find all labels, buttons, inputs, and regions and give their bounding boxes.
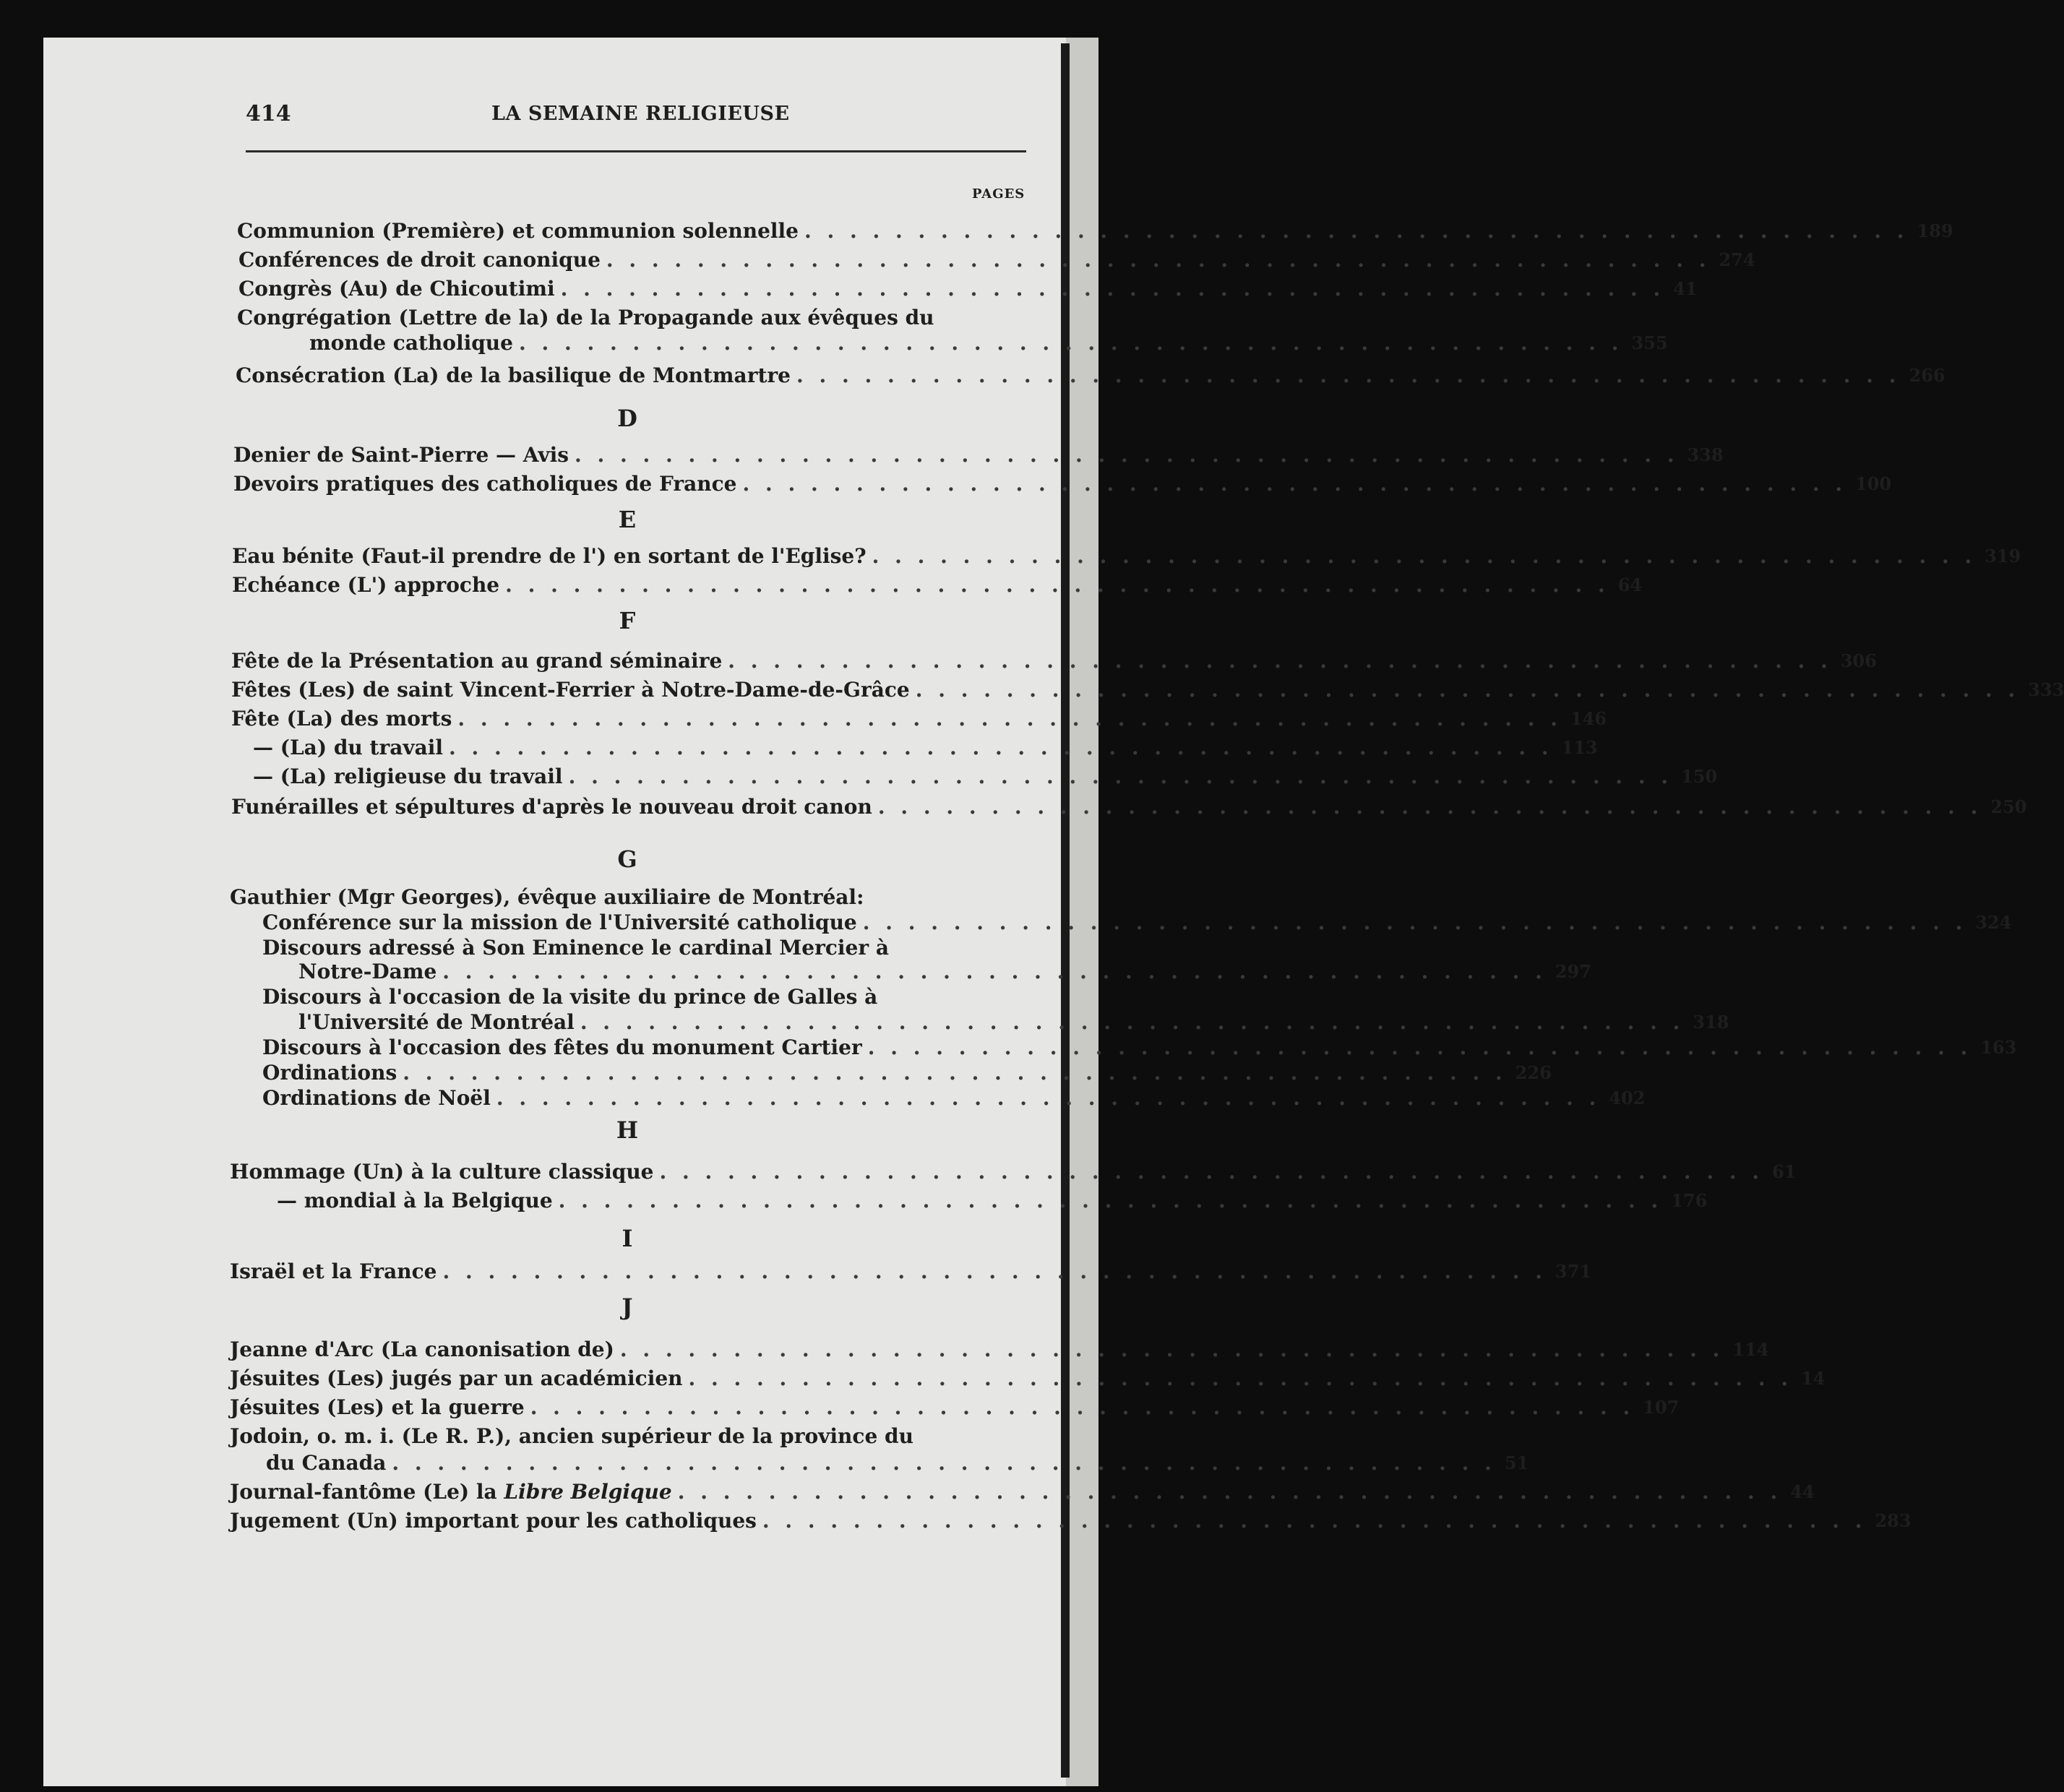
entry-page-number: 338 — [1687, 444, 1724, 465]
entry-page-number: 283 — [1875, 1510, 1912, 1531]
section-letter-i: I — [622, 1225, 633, 1252]
index-entry — [298, 957, 1591, 986]
entry-title — [277, 1186, 553, 1215]
dot-leader: . . . . . . . . . . . . . . . . . . . . . . . . . . . . . . . . . . . . . . . . . . . . . . . . . — [877, 795, 1982, 819]
entry-text: Jésuites (Les) et la guerre — [230, 1395, 525, 1419]
entry-text: — mondial à la Belgique — [277, 1189, 553, 1212]
entry-title — [237, 217, 799, 246]
dot-leader: . . . . . . . . . . . . . . . . . . . . . . . . . . . . . . . . . . . . . . . . . . . . . . . . . — [742, 472, 1847, 496]
entry-page-number: 319 — [1985, 546, 2021, 567]
entry-title — [298, 957, 437, 986]
entry-title — [230, 1393, 525, 1422]
entry-text: monde catholique — [309, 331, 513, 355]
entry-page-number: 146 — [1570, 708, 1607, 729]
entry-page-number: 44 — [1790, 1481, 1815, 1502]
entry-title — [266, 1449, 386, 1478]
entry-page-number: 41 — [1673, 278, 1698, 299]
entry-page-number: 318 — [1693, 1012, 1729, 1033]
entry-text: Eau bénite (Faut-il prendre de l') en sortant de l'Eglise? — [232, 544, 867, 568]
entry-title — [262, 1084, 491, 1113]
dot-leader: . . . . . . . . . . . . . . . . . . . . . . . . . . . . . . . . . . . . . . . . . . . . . . . . . — [560, 277, 1665, 301]
index-entry — [230, 1364, 1826, 1393]
entry-text: Echéance (L') approche — [232, 573, 500, 597]
index-entry — [232, 542, 2021, 571]
entry-page-number: 324 — [1975, 912, 2012, 933]
entry-page-number: 100 — [1855, 473, 1892, 494]
entry-title — [230, 1335, 614, 1364]
dot-leader: . . . . . . . . . . . . . . . . . . . . . . . . . . . . . . . . . . . . . . . . . . . . . . . . . — [659, 1160, 1764, 1184]
index-entry — [230, 1257, 1592, 1286]
entry-title — [230, 1422, 981, 1451]
index-entry — [238, 246, 1755, 275]
entry-text: Denier de Saint-Pierre — Avis — [233, 443, 569, 467]
entry-title — [230, 1257, 437, 1286]
index-entry — [277, 1186, 1708, 1215]
section-letter-f: F — [619, 607, 636, 634]
index-entry — [253, 733, 1598, 762]
entry-page-number: 306 — [1840, 650, 1877, 671]
index-entry — [262, 908, 2012, 937]
entry-page-number: 333 — [2028, 679, 2064, 700]
entry-text: l'Université de Montréal — [298, 1010, 575, 1034]
entry-page-number: 297 — [1555, 961, 1591, 982]
entry-title — [230, 1158, 654, 1186]
entry-text: Discours à l'occasion des fêtes du monument Cartier — [262, 1035, 862, 1059]
index-entry — [230, 1158, 1797, 1186]
entry-text: Notre-Dame — [298, 960, 437, 983]
index-entry — [262, 983, 1025, 1012]
index-entry — [238, 275, 1698, 303]
entry-text: Jésuites (Les) jugés par un académicien — [230, 1366, 683, 1390]
entry-text: Discours adressé à Son Eminence le cardinal Mercier à — [262, 936, 889, 960]
entry-text: Gauthier (Mgr Georges), évêque auxiliaire de Montréal: — [230, 885, 864, 909]
entry-text: Funérailles et sépultures d'après le nouveau droit canon — [231, 795, 872, 819]
entry-text: Ordinations de Noël — [262, 1086, 491, 1110]
index-entry — [230, 1422, 1025, 1451]
entry-text: Hommage (Un) à la culture classique — [230, 1160, 654, 1184]
entry-title — [262, 1059, 397, 1087]
entry-page-number: 14 — [1801, 1368, 1826, 1389]
index-entry — [231, 647, 1877, 676]
entry-title — [232, 571, 499, 600]
entry-page-number: 250 — [1990, 796, 2027, 817]
entry-title — [230, 1507, 757, 1535]
entry-text: Fêtes (Les) de saint Vincent-Ferrier à Notre-Dame-de-Grâce — [231, 678, 910, 702]
entry-page-number: 51 — [1504, 1452, 1529, 1473]
section-letter-h: H — [616, 1116, 639, 1144]
entry-page-number: 226 — [1515, 1062, 1552, 1083]
dot-leader: . . . . . . . . . . . . . . . . . . . . . . . . . . . . . . . . . . . . . . . . . . . . . . . . . — [558, 1189, 1663, 1212]
entry-page-number: 371 — [1555, 1261, 1592, 1282]
entry-text: Discours à l'occasion de la visite du prince de Galles à — [262, 985, 878, 1009]
entry-text: Israël et la France — [230, 1259, 437, 1283]
entry-page-number: 355 — [1631, 332, 1668, 353]
dot-leader: . . . . . . . . . . . . . . . . . . . . . . . . . . . . . . . . . . . . . . . . . . . . . . . . . — [606, 248, 1711, 272]
entry-text: Devoirs pratiques des catholiques de France — [233, 472, 737, 496]
entry-italic-text: Libre Belgique — [504, 1480, 672, 1504]
index-entry — [262, 1059, 1552, 1087]
dot-leader: . . . . . . . . . . . . . . . . . . . . . . . . . . . . . . . . . . . . . . . . . . . . . . . . . — [457, 707, 1562, 731]
entry-title — [231, 793, 872, 822]
index-entry — [237, 303, 1025, 332]
entry-text: — (La) religieuse du travail — [253, 764, 563, 788]
entry-text: Fête de la Présentation au grand séminaire — [231, 649, 723, 673]
dot-leader: . . . . . . . . . . . . . . . . . . . . . . . . . . . . . . . . . . . . . . . . . . . . . . . . . — [530, 1395, 1635, 1419]
dot-leader: . . . . . . . . . . . . . . . . . . . . . . . . . . . . . . . . . . . . . . . . . . . . . . . . . — [762, 1509, 1867, 1533]
dot-leader: . . . . . . . . . . . . . . . . . . . . . . . . . . . . . . . . . . . . . . . . . . . . . . . . . — [403, 1061, 1507, 1085]
entry-title — [298, 1008, 575, 1037]
entry-text: Jodoin, o. m. i. (Le R. P.), ancien supérieur de la province du — [230, 1424, 913, 1448]
section-letter-d: D — [617, 405, 637, 432]
entry-title — [233, 470, 737, 499]
dot-leader: . . . . . . . . . . . . . . . . . . . . . . . . . . . . . . . . . . . . . . . . . . . . . . . . . — [496, 1086, 1601, 1110]
entry-text: — (La) du travail — [253, 736, 444, 759]
entry-title — [262, 983, 981, 1012]
dot-leader: . . . . . . . . . . . . . . . . . . . . . . . . . . . . . . . . . . . . . . . . . . . . . . . . . — [804, 219, 1909, 243]
dot-leader: . . . . . . . . . . . . . . . . . . . . . . . . . . . . . . . . . . . . . . . . . . . . . . . . . — [915, 678, 2020, 702]
entry-page-number: 176 — [1671, 1190, 1708, 1211]
entry-title — [233, 441, 569, 470]
entry-page-number: 189 — [1917, 220, 1953, 241]
entry-title — [238, 275, 555, 303]
dot-leader: . . . . . . . . . . . . . . . . . . . . . . . . . . . . . . . . . . . . . . . . . . . . . . . . . — [688, 1366, 1793, 1390]
entry-title — [262, 908, 857, 937]
dot-leader: . . . . . . . . . . . . . . . . . . . . . . . . . . . . . . . . . . . . . . . . . . . . . . . . . — [867, 1035, 1972, 1059]
entry-title — [231, 676, 910, 705]
dot-leader: . . . . . . . . . . . . . . . . . . . . . . . . . . . . . . . . . . . . . . . . . . . . . . . . . — [728, 649, 1832, 673]
index-entry — [236, 361, 1945, 390]
index-entry — [231, 705, 1607, 733]
entry-title — [253, 762, 563, 791]
dot-leader: . . . . . . . . . . . . . . . . . . . . . . . . . . . . . . . . . . . . . . . . . . . . . . . . . — [449, 736, 1553, 759]
dot-leader: . . . . . . . . . . . . . . . . . . . . . . . . . . . . . . . . . . . . . . . . . . . . . . . . . — [872, 544, 1977, 568]
page-number: 414 — [246, 101, 291, 126]
entry-text: Conférences de droit canonique — [238, 248, 601, 272]
entry-title — [232, 542, 867, 571]
pages-column-label: PAGES — [972, 186, 1025, 202]
index-entry — [266, 1449, 1529, 1478]
index-entry — [309, 329, 1668, 358]
entry-page-number: 107 — [1643, 1397, 1680, 1418]
entry-page-number: 163 — [1980, 1037, 2017, 1058]
entry-text: Journal-fantôme (Le) la — [230, 1480, 504, 1504]
index-entry — [233, 470, 1892, 499]
entry-text: Jeanne d'Arc (La canonisation de) — [230, 1337, 614, 1361]
index-entry — [230, 883, 1025, 912]
entry-title — [230, 1364, 683, 1393]
entry-page-number: 61 — [1772, 1161, 1797, 1182]
entry-title — [236, 361, 791, 390]
entry-title — [237, 303, 981, 332]
entry-text: Congrès (Au) de Chicoutimi — [238, 277, 555, 301]
entry-title — [231, 705, 452, 733]
entry-title — [262, 1033, 862, 1062]
dot-leader: . . . . . . . . . . . . . . . . . . . . . . . . . . . . . . . . . . . . . . . . . . . . . . . . . — [677, 1480, 1782, 1504]
section-letter-g: G — [617, 845, 637, 873]
dot-leader: . . . . . . . . . . . . . . . . . . . . . . . . . . . . . . . . . . . . . . . . . . . . . . . . . — [862, 910, 1967, 934]
index-entry — [231, 793, 2027, 822]
running-title: LA SEMAINE RELIGIEUSE — [491, 103, 790, 125]
dot-leader: . . . . . . . . . . . . . . . . . . . . . . . . . . . . . . . . . . . . . . . . . . . . . . . . . — [619, 1337, 1724, 1361]
entry-title — [230, 883, 981, 912]
entry-title — [238, 246, 601, 275]
dot-leader: . . . . . . . . . . . . . . . . . . . . . . . . . . . . . . . . . . . . . . . . . . . . . . . . . — [392, 1451, 1496, 1475]
dot-leader: . . . . . . . . . . . . . . . . . . . . . . . . . . . . . . . . . . . . . . . . . . . . . . . . . — [505, 573, 1609, 597]
entry-text: Fête (La) des morts — [231, 707, 452, 731]
index-entry — [230, 1393, 1680, 1422]
entry-page-number: 402 — [1609, 1087, 1646, 1108]
entry-text: Jugement (Un) important pour les catholiques — [230, 1509, 757, 1533]
index-entry — [233, 441, 1724, 470]
entry-title — [231, 647, 722, 676]
entry-text: Conférence sur la mission de l'Université catholique — [262, 910, 857, 934]
entry-title — [309, 329, 513, 358]
dot-leader: . . . . . . . . . . . . . . . . . . . . . . . . . . . . . . . . . . . . . . . . . . . . . . . . . — [442, 1259, 1547, 1283]
index-entry — [230, 1478, 1815, 1507]
entry-text: Communion (Première) et communion solennelle — [237, 219, 799, 243]
dot-leader: . . . . . . . . . . . . . . . . . . . . . . . . . . . . . . . . . . . . . . . . . . . . . . . . . — [575, 443, 1679, 467]
entry-text: Congrégation (Lettre de la) de la Propagande aux évêques du — [237, 306, 934, 329]
entry-page-number: 274 — [1719, 249, 1755, 270]
entry-text: Ordinations — [262, 1061, 397, 1085]
index-entry — [262, 1033, 2017, 1062]
entry-page-number: 114 — [1732, 1339, 1769, 1360]
dot-leader: . . . . . . . . . . . . . . . . . . . . . . . . . . . . . . . . . . . . . . . . . . . . . . . . . — [568, 764, 1673, 788]
index-entry — [253, 762, 1718, 791]
dot-leader: . . . . . . . . . . . . . . . . . . . . . . . . . . . . . . . . . . . . . . . . . . . . . . . . . — [518, 331, 1623, 355]
entry-text: du Canada — [266, 1451, 387, 1475]
index-entry — [231, 676, 2064, 705]
dot-leader: . . . . . . . . . . . . . . . . . . . . . . . . . . . . . . . . . . . . . . . . . . . . . . . . . — [796, 363, 1901, 387]
section-letter-j: J — [622, 1293, 633, 1321]
index-entry — [262, 1084, 1646, 1113]
index-entry — [230, 1335, 1769, 1364]
section-letter-e: E — [618, 506, 637, 533]
entry-page-number: 113 — [1561, 737, 1598, 758]
entry-title — [253, 733, 443, 762]
entry-title — [230, 1478, 672, 1507]
entry-page-number: 64 — [1617, 574, 1643, 595]
index-entry — [237, 217, 1953, 246]
entry-page-number: 266 — [1909, 365, 1945, 386]
entry-text: Consécration (La) de la basilique de Montmartre — [236, 363, 791, 387]
index-entry — [298, 1008, 1729, 1037]
dot-leader: . . . . . . . . . . . . . . . . . . . . . . . . . . . . . . . . . . . . . . . . . . . . . . . . . — [442, 960, 1547, 983]
dot-leader: . . . . . . . . . . . . . . . . . . . . . . . . . . . . . . . . . . . . . . . . . . . . . . . . . — [580, 1010, 1685, 1034]
entry-page-number: 150 — [1681, 766, 1718, 787]
index-entry — [232, 571, 1643, 600]
index-entry — [230, 1507, 1912, 1535]
